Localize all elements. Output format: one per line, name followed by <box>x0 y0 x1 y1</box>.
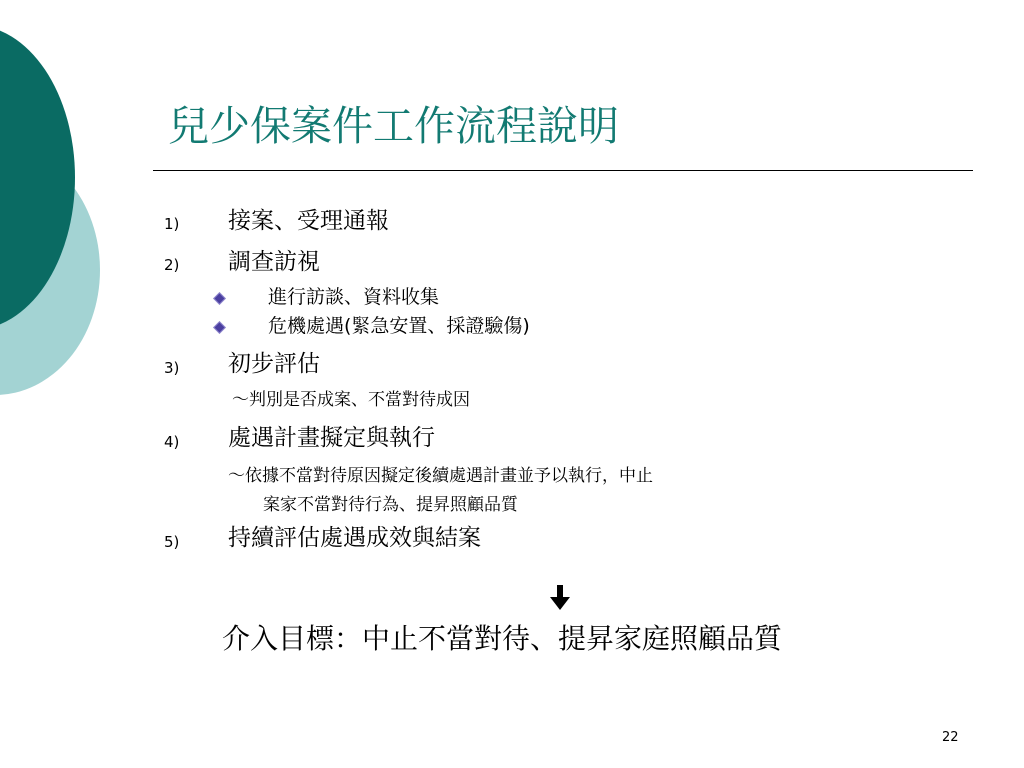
diamond-bullet-icon <box>213 292 226 305</box>
step-note: ～依據不當對待原因擬定後續處遇計畫並予以執行，中止 <box>228 466 653 486</box>
diamond-bullet-icon <box>213 321 226 334</box>
sub-item: 危機處遇(緊急安置、採證驗傷) <box>268 315 530 337</box>
step-label: 持續評估處遇成效與結案 <box>228 525 481 551</box>
intervention-goal: 介入目標：中止不當對待、提昇家庭照顧品質 <box>222 622 783 655</box>
step-note: 案家不當對待行為、提昇照顧品質 <box>263 495 518 515</box>
slide-title: 兒少保案件工作流程說明 <box>168 102 619 150</box>
step-number: 4) <box>164 433 180 451</box>
step-label: 處遇計畫擬定與執行 <box>228 425 435 451</box>
step-number: 3) <box>164 359 180 377</box>
step-label: 接案、受理通報 <box>228 208 389 234</box>
title-divider <box>153 170 973 171</box>
step-note: ～判別是否成案、不當對待成因 <box>232 390 470 410</box>
page-number: 22 <box>942 730 959 745</box>
down-arrow-icon <box>549 584 571 619</box>
step-label: 初步評估 <box>228 351 320 377</box>
step-number: 2) <box>164 256 180 274</box>
step-label: 調查訪視 <box>228 249 320 275</box>
sub-item: 進行訪談、資料收集 <box>268 286 440 308</box>
step-number: 5) <box>164 533 180 551</box>
step-number: 1) <box>164 215 180 233</box>
